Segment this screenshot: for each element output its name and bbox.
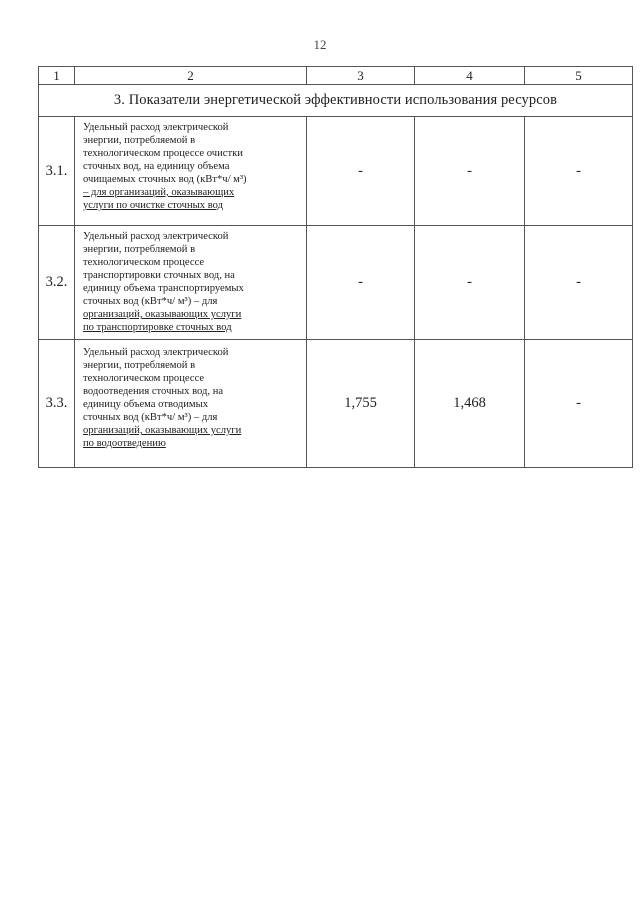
table-row [39,340,633,468]
section-row [39,85,633,117]
row-description [75,117,307,226]
desc-line: организаций, оказывающих услуги [83,309,242,320]
row-number: 3.3. [39,340,75,468]
row-description [75,340,307,468]
indicators-table [38,66,633,468]
desc-line: водоотведения сточных вод, на [83,386,224,397]
column-header-3: 3 [307,67,415,85]
value-col-3: 1,755 [307,340,415,468]
value-col-5: - [525,117,633,226]
desc-line: Удельный расход электрической [83,122,229,133]
desc-line: Удельный расход электрической [83,231,229,242]
desc-line: услуги по очистке сточных вод [83,200,224,211]
column-header-1: 1 [39,67,75,85]
desc-line: по транспортировке сточных вод [83,322,232,333]
desc-line: энергии, потребляемой в [83,360,196,371]
column-number-row [39,67,633,85]
desc-line: единицу объема транспортируемых [83,283,244,294]
desc-line: технологическом процессе очистки [83,148,243,159]
value-col-4: - [415,117,525,226]
desc-line: очищаемых сточных вод (кВт*ч/ м³) [83,174,247,185]
section-title: 3. Показатели энергетической эффективности использования ресурсов [39,85,633,117]
desc-line: – для организаций, оказывающих [83,187,235,198]
value-col-5: - [525,226,633,340]
desc-line: энергии, потребляемой в [83,135,196,146]
desc-line: сточных вод, на единицу объема [83,161,230,172]
value-col-4: 1,468 [415,340,525,468]
desc-line: Удельный расход электрической [83,347,229,358]
value-col-5: - [525,340,633,468]
value-col-4: - [415,226,525,340]
column-header-4: 4 [415,67,525,85]
column-header-5: 5 [525,67,633,85]
desc-line: энергии, потребляемой в [83,244,196,255]
row-number: 3.2. [39,226,75,340]
row-number: 3.1. [39,117,75,226]
desc-line: технологическом процессе [83,373,205,384]
value-col-3: - [307,226,415,340]
column-header-2: 2 [75,67,307,85]
desc-line: организаций, оказывающих услуги [83,425,242,436]
page-number: 12 [313,37,327,52]
desc-line: технологическом процессе [83,257,205,268]
desc-line: сточных вод (кВт*ч/ м³) – для [83,296,218,307]
table-row [39,117,633,226]
desc-line: по водоотведению [83,438,166,449]
table-row [39,226,633,340]
desc-line: сточных вод (кВт*ч/ м³) – для [83,412,218,423]
desc-line: транспортировки сточных вод, на [83,270,235,281]
desc-line: единицу объема отводимых [83,399,209,410]
value-col-3: - [307,117,415,226]
row-description [75,226,307,340]
